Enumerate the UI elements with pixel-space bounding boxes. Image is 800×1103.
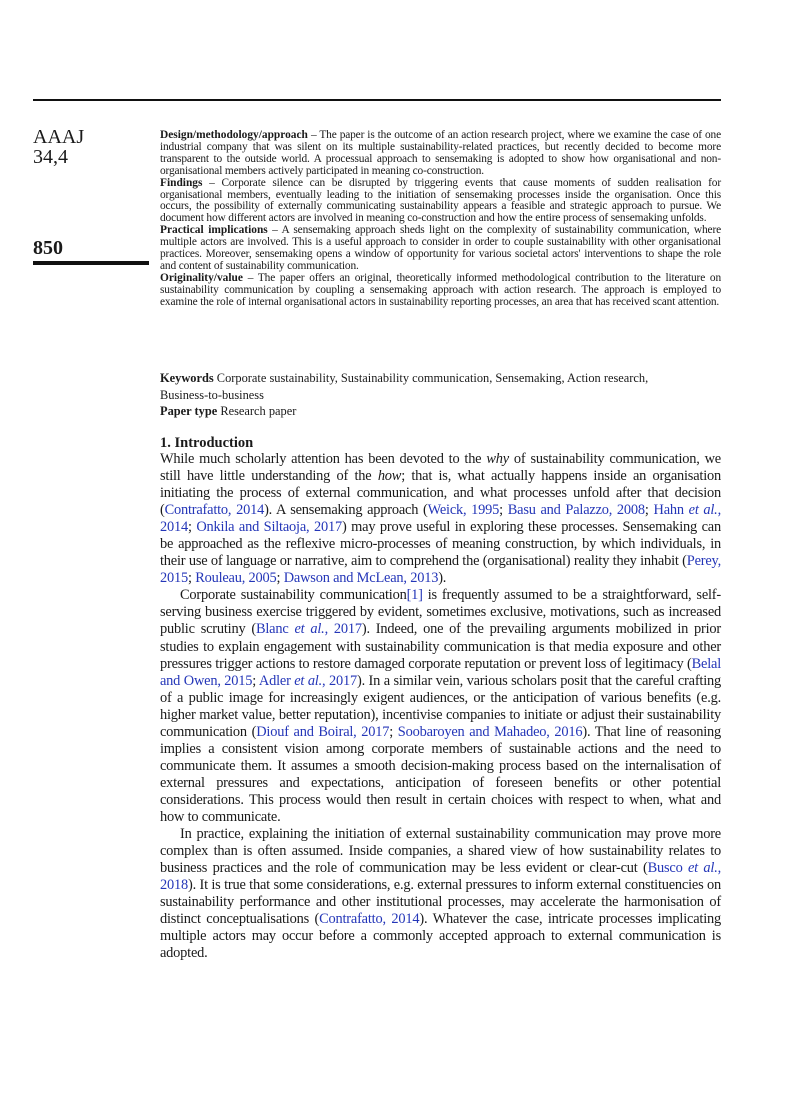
citation-link[interactable]: Blanc	[255, 621, 295, 638]
emphasis-text: why	[486, 451, 509, 467]
abstract-design	[160, 130, 721, 178]
citation-link[interactable]: Soobaroyen and Mahadeo, 2016	[397, 723, 583, 740]
page-number-rule	[33, 261, 149, 265]
keywords-line2: Business-to-business	[160, 387, 264, 402]
body-text-run: ) may prove useful in exploring these processes. Sensemaking can be approached as the reflexive micro-processes of meaning construction, by which individuals, in their use of language or narrative, aim to comprehend the (organisational) reality they inhabit (	[160, 519, 721, 570]
body-text-run: ). Indeed, one of the prevailing arguments mobilized in prior studies to explain engagement with sustainability communication is that media exposure and other pressures trigger actions to restore damaged corporate reputation or prevent loss of legitimacy (	[160, 621, 722, 672]
citation-link[interactable]: et al.	[688, 502, 718, 519]
abstract-findings-text: – Corporate silence can be disrupted by triggering events that cause moments of sudden realisation for organisational members, eventually leading to the initiation of sensemaking processes inside the organisation. Once this occurs, the possibility of externally communicating sustainability appears a feasible and strategic approach to pursue. We document how different actors are involved in meaning co-construction and how the entire process of sensemaking unfolds.	[160, 176, 721, 225]
body-text-run: ). Whatever the case, intricate processes implicating multiple actors may occur before a commonly accepted approach to external communication is adopted.	[160, 911, 721, 962]
paragraph-1	[160, 451, 721, 587]
citation-link[interactable]: Hahn	[653, 502, 689, 519]
abstract-findings	[160, 178, 721, 226]
citation-link[interactable]: Contrafatto, 2014	[164, 502, 265, 519]
citation-link[interactable]: Weick, 1995	[427, 502, 500, 519]
abstract-originality-label: Originality/value	[160, 271, 243, 284]
citation-link[interactable]: et al.	[294, 621, 325, 638]
citation-link[interactable]: , 2017	[322, 672, 357, 689]
abstract-practical-label: Practical implications	[160, 224, 268, 237]
structured-abstract	[160, 130, 721, 309]
citation-link[interactable]: Adler	[258, 672, 295, 689]
citation-link[interactable]: et al.	[688, 860, 718, 877]
body-text-run: Corporate sustainability communication	[180, 587, 407, 604]
volume-issue: 34,4	[33, 146, 68, 168]
citation-link[interactable]: Contrafatto, 2014	[319, 911, 420, 928]
body-text-run: ; that is, what actually happens inside an organisation initiating the process of external communication, and what processes unfold after that decision (	[160, 468, 721, 519]
body-text-run: ;	[389, 723, 398, 740]
header-rule	[33, 99, 721, 101]
citation-link[interactable]: Busco	[647, 860, 688, 877]
body-text-run: ;	[499, 502, 508, 519]
citation-link[interactable]: Diouf and Boiral, 2017	[256, 723, 390, 740]
abstract-design-text: – The paper is the outcome of an action research project, where we examine the case of one industrial company that was silent on its multiple sustainability-related practices, but recently decided to become more transparent to the outside world. A processual approach to sensemaking is adopted to show how organisational and non-organisational members actively participated in meaning co-construction.	[160, 129, 721, 177]
citation-link[interactable]: , 2017	[324, 621, 362, 638]
body-text-run: ;	[252, 672, 259, 689]
body-text-run: ). That line of reasoning implies a consistent vision among corporate members of sustainable actions and the need to communicate them. It assumes a smooth decision-making process based on the internalisation of external pressures and expectations, anticipation of foreseen benefits or other potential considerations. This process would then result in certain choices with respect to when, what and how to communicate.	[160, 723, 722, 825]
page-number: 850	[33, 237, 63, 259]
journal-info	[33, 127, 84, 167]
citation-link[interactable]: , 2018	[160, 860, 721, 894]
emphasis-text: how	[377, 468, 402, 485]
body-text	[160, 451, 721, 962]
journal-code: AAAJ	[33, 126, 85, 148]
keywords	[160, 370, 721, 403]
paper-type	[160, 403, 721, 419]
body-text-run: ;	[187, 519, 197, 536]
citation-link[interactable]: Basu and Palazzo, 2008	[507, 502, 645, 519]
citation-link[interactable]: Belal and Owen, 2015	[160, 655, 721, 689]
citation-link[interactable]: Onkila and Siltaoja, 2017	[196, 519, 342, 536]
body-text-run: ).	[438, 570, 447, 587]
citation-link[interactable]: et al.	[294, 672, 323, 689]
keywords-line1: Corporate sustainability, Sustainability communication, Sensemaking, Action research,	[213, 371, 649, 385]
paragraph-3	[160, 826, 721, 962]
body-text-run: In practice, explaining the initiation of external sustainability communication may prove more complex than is often assumed. Inside companies, a shared view of how sustainability relates to business practices and the role of communication may be less evident or clear-cut (	[160, 826, 721, 877]
citation-link[interactable]: Rouleau, 2005	[195, 570, 277, 587]
abstract-originality	[160, 273, 721, 309]
abstract-design-label: Design/methodology/approach	[160, 129, 308, 141]
keywords-label: Keywords	[160, 371, 214, 385]
paragraph-2	[160, 587, 721, 826]
section-heading: 1. Introduction	[160, 435, 254, 451]
body-text-run: is frequently assumed to be a straightforward, self-serving business exercise triggered by evident, sometimes exclusive, motivations, such as increased public scrutiny (	[160, 587, 721, 638]
body-text-run: ). It is true that some considerations, e.g. external pressures to inform external constituencies on sustainability performance and other institutional processes, may accelerate the harmonisation of distinct conceptualisations (	[160, 877, 721, 928]
abstract-practical	[160, 225, 721, 273]
body-text-run: ;	[187, 570, 196, 587]
body-text-run: of sustainability communication, we still have little understanding of the	[160, 451, 721, 485]
body-text-run: ). In a similar vein, various scholars posit that the careful crafting of a public image for increasingly exigent audiences, or the anticipation of various benefits (e.g. higher market value, better reputation), incentivise companies to initiate or adjust their sustainability communication (	[160, 672, 722, 740]
citation-link[interactable]: Dawson and McLean, 2013	[283, 570, 439, 587]
body-text-run: While much scholarly attention has been devoted to the	[160, 451, 487, 467]
citation-link[interactable]: , 2014	[160, 502, 721, 536]
body-text-run: ;	[276, 570, 284, 587]
body-text-run: ). A sensemaking approach (	[264, 502, 428, 519]
abstract-findings-label: Findings	[160, 176, 203, 189]
abstract-originality-text: – The paper offers an original, theoretically informed methodological contribution to the literature on sustainability communication by coupling a sensemaking approach with action research. The approach is employed to examine the role of internal organisational actors in sustainability reporting processes, an area that has received scant attention.	[160, 271, 721, 308]
paper-type-label: Paper type	[160, 404, 218, 418]
paper-type-value: Research paper	[217, 404, 297, 418]
citation-link[interactable]: Perey, 2015	[160, 553, 721, 587]
body-text-run: ;	[644, 502, 654, 519]
citation-link[interactable]: [1]	[406, 587, 423, 604]
abstract-practical-text: – A sensemaking approach sheds light on the complexity of sustainability communication, where multiple actors are involved. This is a useful approach to consider in order to couple sustainability with other organisational practices. Moreover, sensemaking opens a window of opportunity for various societal actors' interventions to shape the role and content of sustainability communication.	[160, 224, 721, 272]
